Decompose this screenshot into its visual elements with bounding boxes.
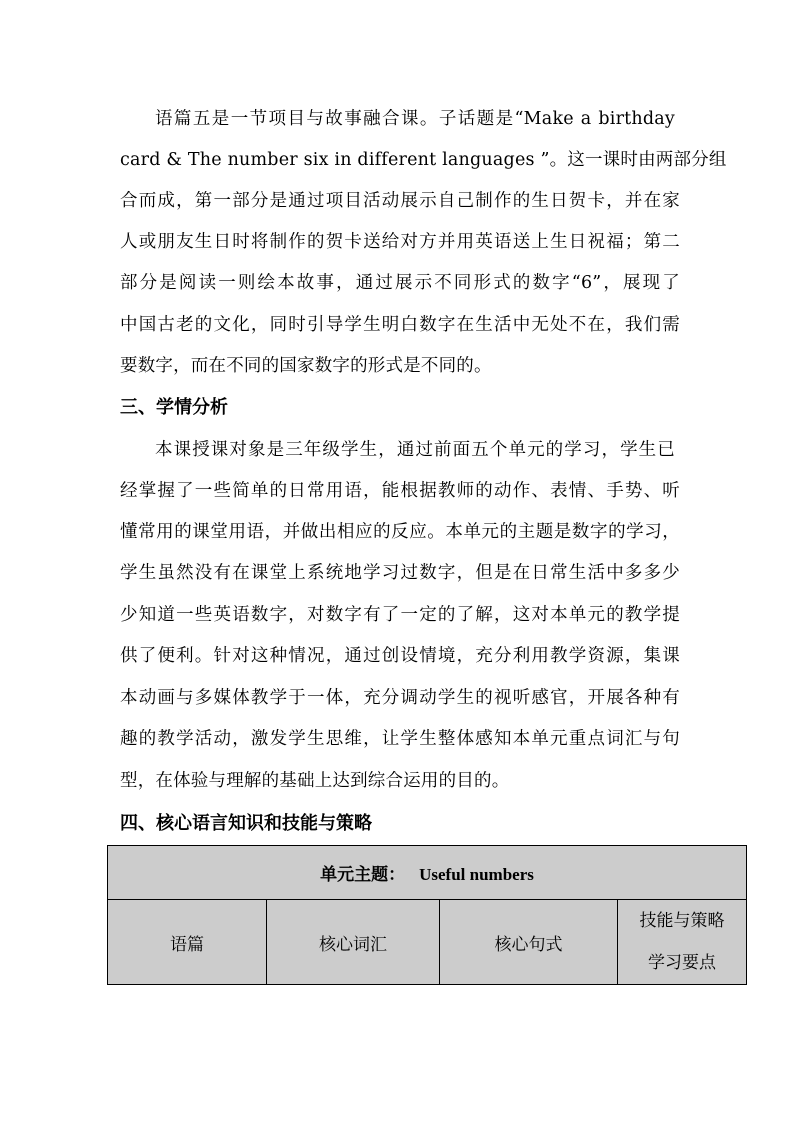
column-header-skills-line-1: 技能与策略 <box>639 911 725 931</box>
column-header-text: 语篇 <box>108 900 267 985</box>
paragraph-1-line-3: 合而成，第一部分是通过项目活动展示自己制作的生日贺卡，并在家 <box>120 191 680 211</box>
section-3-line-6: 供了便利。针对这种情况，通过创设情境，充分利用教学资源，集课 <box>120 646 680 666</box>
paragraph-1-line-5: 部分是阅读一则绘本故事，通过展示不同形式的数字“6”，展现了 <box>120 273 680 293</box>
section-3-line-3: 懂常用的课堂用语，并做出相应的反应。本单元的主题是数字的学习， <box>120 522 680 542</box>
section-3-line-9: 型，在体验与理解的基础上达到综合运用的目的。 <box>120 771 510 791</box>
core-knowledge-table <box>107 845 747 985</box>
section-3-line-8: 趣的教学活动，激发学生思维，让学生整体感知本单元重点词汇与句 <box>120 729 680 749</box>
paragraph-1-line-4: 人或朋友生日时将制作的贺卡送给对方并用英语送上生日祝福；第二 <box>120 232 680 252</box>
section-3-line-1: 本课授课对象是三年级学生，通过前面五个单元的学习，学生已 <box>155 440 675 460</box>
section-3-line-4: 学生虽然没有在课堂上系统地学习过数字，但是在日常生活中多多少 <box>120 563 680 583</box>
unit-theme-label: 单元主题： <box>320 865 406 885</box>
table-header-row <box>108 900 747 985</box>
paragraph-1-line-1: 语篇五是一节项目与故事融合课。子话题是“Make a birthday <box>155 109 675 129</box>
section-3-line-7: 本动画与多媒体教学于一体，充分调动学生的视听感官，开展各种有 <box>120 688 680 708</box>
column-header-sentence: 核心句式 <box>440 900 618 985</box>
column-header-skills <box>618 900 747 985</box>
section-3-line-5: 少知道一些英语数字，对数字有了一定的了解，这对本单元的教学提 <box>120 605 680 625</box>
section-4-heading: 四、核心语言知识和技能与策略 <box>120 813 372 834</box>
unit-theme-value: Useful numbers <box>419 865 534 884</box>
table-title-row <box>108 846 747 900</box>
column-header-vocabulary: 核心词汇 <box>267 900 440 985</box>
column-header-skills-line-2: 学习要点 <box>648 953 716 973</box>
paragraph-1-line-7: 要数字，而在不同的国家数字的形式是不同的。 <box>120 356 492 376</box>
section-3-heading: 三、学情分析 <box>120 397 228 418</box>
section-3-line-2: 经掌握了一些简单的日常用语，能根据教师的动作、表情、手势、听 <box>120 481 680 501</box>
paragraph-1-line-2: card & The number six in different languages ”。这一课时由两部分组 <box>120 150 727 170</box>
unit-theme-cell <box>108 846 747 900</box>
paragraph-1-line-6: 中国古老的文化，同时引导学生明白数字在生活中无处不在，我们需 <box>120 315 680 335</box>
